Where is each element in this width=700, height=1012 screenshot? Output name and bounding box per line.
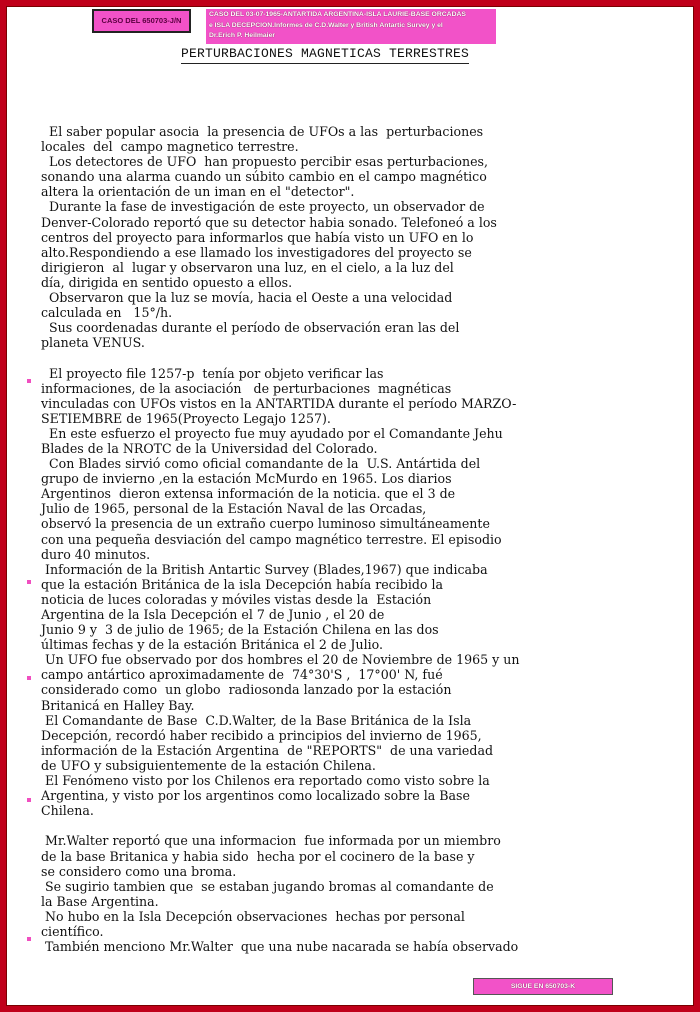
text-line: locales del campo magnetico terrestre.: [41, 139, 299, 155]
text-line: Decepción, recordó haber recibido a principios del invierno de 1965,: [41, 727, 482, 743]
text-line: Argentina de la Isla Decepción el 7 de Junio , el 20 de: [41, 607, 385, 622]
text-line: El Fenómeno visto por los Chilenos era reportado como visto sobre la: [41, 773, 490, 789]
text-line: informaciones, de la asociación de perturbaciones magnéticas: [41, 380, 452, 396]
text-line: científico.: [41, 923, 104, 939]
text-line: SETIEMBRE de 1965(Proyecto Legajo 1257).: [41, 410, 331, 426]
text-line: dirigieron al lugar y observaron una luz, en el cielo, a la luz del: [41, 259, 454, 275]
text-line: considerado como un globo radiosonda lanzado por la estación: [41, 682, 452, 698]
text-line: Argentinos dieron extensa información de la noticia. que el 3 de: [41, 486, 456, 502]
text-line: Sus coordenadas durante el período de observación eran las del: [41, 320, 460, 336]
text-line: Britanicá en Halley Bay.: [41, 697, 195, 713]
text-line: Julio de 1965, personal de la Estación Naval de las Orcadas,: [41, 501, 427, 517]
text-line: centros del proyecto para informarlos que había visto un UFO en lo: [41, 229, 474, 245]
text-line: de UFO y subsiguientemente de la estación Chilena.: [41, 757, 376, 773]
text-line: Se sugirio tambien que se estaban jugando bromas al comandante de: [41, 878, 494, 894]
text-line: Información de la British Antartic Survey (Blades,1967) que indicaba: [41, 561, 488, 577]
blank-line: [41, 350, 661, 365]
text-line: la Base Argentina.: [41, 893, 159, 909]
bullet-marker: [27, 379, 31, 383]
text-line: alto.Respondiendo a ese llamado los investigadores del proyecto se: [41, 244, 472, 260]
text-line: últimas fechas y de la estación Británica el 2 de Julio.: [41, 637, 384, 653]
text-line: También menciono Mr.Walter que una nube nacarada se había observado: [41, 939, 519, 955]
bullet-marker: [27, 937, 31, 941]
document-title: [0, 46, 650, 61]
text-line: día, dirigida en sentido opuesto a ellos.: [41, 274, 293, 290]
text-line: Durante la fase de investigación de este proyecto, un observador de: [41, 199, 485, 215]
text-line: con una pequeña desviación del campo magnético terrestre. El episodio: [41, 531, 502, 547]
text-line: que la estación Británica de la isla Decepción había recibido la: [41, 576, 444, 592]
text-line: El saber popular asocia la presencia de UFOs a las perturbaciones: [41, 124, 484, 139]
text-line: altera la orientación de un iman en el "detector".: [41, 184, 355, 200]
text-line: En este esfuerzo el proyecto fue muy ayudado por el Comandante Jehu: [41, 425, 503, 441]
text-line: El Comandante de Base C.D.Walter, de la Base Británica de la Isla: [41, 712, 472, 728]
document-title-text: PERTURBACIONES MAGNETICAS TERRESTRES: [181, 46, 469, 64]
text-line: noticia de luces coloradas y móviles vistas desde la Estación: [41, 591, 432, 607]
text-line: Observaron que la luz se movía, hacia el Oeste a una velocidad: [41, 290, 453, 306]
blank-line: [41, 818, 661, 833]
text-line: vinculadas con UFOs vistos en la ANTARTIDA durante el período MARZO-: [41, 395, 517, 411]
text-line: El proyecto file 1257-p tenía por objeto verificar las: [41, 365, 384, 381]
text-line: Junio 9 y 3 de julio de 1965; de la Estación Chilena en las dos: [41, 622, 439, 638]
text-line: de la base Britanica y habia sido hecha por el cocinero de la base y: [41, 848, 475, 864]
text-line: Denver-Colorado reportó que su detector habia sonado. Telefoneó a los: [41, 214, 497, 230]
description-line-2: e ISLA DECEPCION.Informes de C.D.Walter y British Antartic Survey y el: [209, 21, 443, 29]
text-line: Mr.Walter reportó que una informacion fue informada por un miembro: [41, 833, 501, 849]
document-body: [41, 124, 661, 954]
text-line: se considero como una broma.: [41, 863, 237, 879]
text-line: observó la presencia de un extraño cuerpo luminoso simultáneamente: [41, 516, 490, 532]
continued-tag: SIGUE EN 650703-K: [473, 978, 613, 995]
case-tag: CASO DEL 650703-J/N: [92, 9, 191, 33]
text-line: información de la Estación Argentina de "REPORTS" de una variedad: [41, 742, 494, 758]
text-line: Los detectores de UFO han propuesto percibir esas perturbaciones,: [41, 154, 489, 170]
text-line: sonando una alarma cuando un súbito cambio en el campo magnético: [41, 169, 487, 185]
description-line-3: Dr.Erich P. Heilmaier: [209, 32, 275, 39]
text-line: Con Blades sirvió como oficial comandante de la U.S. Antártida del: [41, 456, 481, 472]
text-line: planeta VENUS.: [41, 335, 145, 351]
bullet-marker: [27, 798, 31, 802]
text-line: Un UFO fue observado por dos hombres el 20 de Noviembre de 1965 y un: [41, 652, 520, 668]
text-line: Chilena.: [41, 803, 94, 819]
text-line: campo antártico aproximadamente de 74°30'S , 17°00' N, fué: [41, 667, 443, 683]
description-line-1: CASO DEL 03-07-1965-ANTARTIDA ARGENTINA-ISLA LAURIE-BASE ORCADAS: [209, 11, 466, 18]
bullet-marker: [27, 580, 31, 584]
text-line: Argentina, y visto por los argentinos como localizado sobre la Base: [41, 788, 470, 804]
text-line: calculada en 15°/h.: [41, 305, 173, 321]
text-line: No hubo en la Isla Decepción observaciones hechas por personal: [41, 908, 465, 924]
bullet-marker: [27, 676, 31, 680]
text-line: Blades de la NROTC de la Universidad del Colorado.: [41, 440, 378, 456]
text-line: grupo de invierno ,en la estación McMurdo en 1965. Los diarios: [41, 471, 452, 487]
text-line: duro 40 minutos.: [41, 546, 151, 562]
description-tag: [206, 9, 496, 44]
